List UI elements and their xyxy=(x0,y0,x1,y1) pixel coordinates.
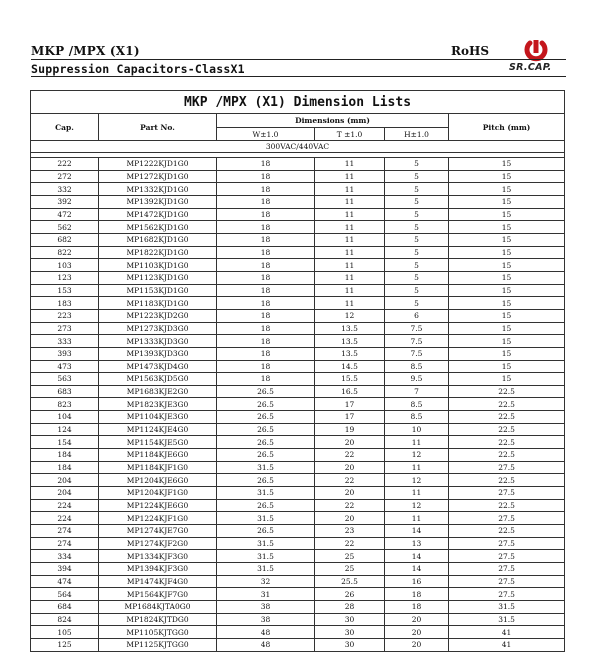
height-cell: 7.5 xyxy=(385,347,449,360)
thickness-cell: 25.5 xyxy=(315,575,385,588)
height-cell: 5 xyxy=(385,259,449,272)
pitch-cell: 15 xyxy=(449,373,565,386)
document-header xyxy=(0,0,600,90)
table-row xyxy=(31,360,565,373)
width-cell: 18 xyxy=(217,347,315,360)
width-cell: 18 xyxy=(217,183,315,196)
cap-cell: 272 xyxy=(31,170,99,183)
height-cell: 11 xyxy=(385,461,449,474)
cap-cell: 125 xyxy=(31,638,99,651)
cap-cell: 123 xyxy=(31,271,99,284)
pitch-cell: 15 xyxy=(449,170,565,183)
width-cell: 18 xyxy=(217,158,315,171)
pitch-cell: 15 xyxy=(449,284,565,297)
cap-cell: 105 xyxy=(31,626,99,639)
table-row xyxy=(31,423,565,436)
table-row xyxy=(31,461,565,474)
thickness-cell: 25 xyxy=(315,563,385,576)
thickness-cell: 26 xyxy=(315,588,385,601)
width-cell: 18 xyxy=(217,271,315,284)
height-cell: 5 xyxy=(385,221,449,234)
pitch-cell: 27.5 xyxy=(449,537,565,550)
cap-cell: 474 xyxy=(31,575,99,588)
width-cell: 31.5 xyxy=(217,487,315,500)
width-cell: 26.5 xyxy=(217,436,315,449)
part-no-cell: MP1564KJF7G0 xyxy=(99,588,217,601)
table-row xyxy=(31,373,565,386)
thickness-cell: 11 xyxy=(315,195,385,208)
height-cell: 7.5 xyxy=(385,335,449,348)
width-cell: 18 xyxy=(217,373,315,386)
cap-cell: 224 xyxy=(31,512,99,525)
height-cell: 12 xyxy=(385,474,449,487)
table-row xyxy=(31,449,565,462)
thickness-cell: 11 xyxy=(315,221,385,234)
part-no-cell: MP1334KJF3G0 xyxy=(99,550,217,563)
table-row xyxy=(31,487,565,500)
pitch-cell: 31.5 xyxy=(449,600,565,613)
header-w: W±1.0 xyxy=(217,128,315,141)
table-row xyxy=(31,322,565,335)
header-h: H±1.0 xyxy=(385,128,449,141)
height-cell: 18 xyxy=(385,588,449,601)
thickness-cell: 20 xyxy=(315,487,385,500)
cap-cell: 822 xyxy=(31,246,99,259)
height-cell: 11 xyxy=(385,487,449,500)
table-row xyxy=(31,626,565,639)
height-cell: 6 xyxy=(385,309,449,322)
thickness-cell: 30 xyxy=(315,626,385,639)
part-no-cell: MP1123KJD1G0 xyxy=(99,271,217,284)
divider xyxy=(31,59,566,60)
height-cell: 13 xyxy=(385,537,449,550)
part-no-cell: MP1224KJE6G0 xyxy=(99,499,217,512)
pitch-cell: 15 xyxy=(449,259,565,272)
thickness-cell: 22 xyxy=(315,499,385,512)
part-no-cell: MP1274KJE7G0 xyxy=(99,525,217,538)
cap-cell: 204 xyxy=(31,487,99,500)
height-cell: 5 xyxy=(385,297,449,310)
height-cell: 9.5 xyxy=(385,373,449,386)
part-no-cell: MP1184KJE6G0 xyxy=(99,449,217,462)
height-cell: 20 xyxy=(385,626,449,639)
cap-cell: 184 xyxy=(31,449,99,462)
pitch-cell: 22.5 xyxy=(449,449,565,462)
table-row xyxy=(31,284,565,297)
cap-cell: 334 xyxy=(31,550,99,563)
cap-cell: 684 xyxy=(31,600,99,613)
thickness-cell: 20 xyxy=(315,436,385,449)
cap-cell: 124 xyxy=(31,423,99,436)
pitch-cell: 15 xyxy=(449,208,565,221)
height-cell: 12 xyxy=(385,449,449,462)
pitch-cell: 15 xyxy=(449,360,565,373)
table-row xyxy=(31,398,565,411)
width-cell: 31.5 xyxy=(217,550,315,563)
thickness-cell: 13.5 xyxy=(315,335,385,348)
width-cell: 31 xyxy=(217,588,315,601)
pitch-cell: 22.5 xyxy=(449,474,565,487)
height-cell: 5 xyxy=(385,271,449,284)
thickness-cell: 28 xyxy=(315,600,385,613)
part-no-cell: MP1184KJF1G0 xyxy=(99,461,217,474)
cap-cell: 393 xyxy=(31,347,99,360)
cap-cell: 204 xyxy=(31,474,99,487)
part-no-cell: MP1103KJD1G0 xyxy=(99,259,217,272)
header-dimensions: Dimensions (mm) xyxy=(217,114,449,128)
thickness-cell: 22 xyxy=(315,537,385,550)
series-title: MKP /MPX (X1) xyxy=(31,44,140,58)
width-cell: 18 xyxy=(217,284,315,297)
width-cell: 48 xyxy=(217,626,315,639)
thickness-cell: 25 xyxy=(315,550,385,563)
thickness-cell: 23 xyxy=(315,525,385,538)
thickness-cell: 17 xyxy=(315,411,385,424)
width-cell: 26.5 xyxy=(217,385,315,398)
part-no-cell: MP1823KJE3G0 xyxy=(99,398,217,411)
pitch-cell: 31.5 xyxy=(449,613,565,626)
pitch-cell: 15 xyxy=(449,233,565,246)
part-no-cell: MP1394KJF3G0 xyxy=(99,563,217,576)
table-row xyxy=(31,474,565,487)
thickness-cell: 11 xyxy=(315,259,385,272)
table-row xyxy=(31,499,565,512)
pitch-cell: 41 xyxy=(449,626,565,639)
table-row xyxy=(31,208,565,221)
header-part-no: Part No. xyxy=(99,114,217,141)
cap-cell: 274 xyxy=(31,525,99,538)
table-row xyxy=(31,563,565,576)
pitch-cell: 27.5 xyxy=(449,588,565,601)
part-no-cell: MP1105KJTGG0 xyxy=(99,626,217,639)
cap-cell: 563 xyxy=(31,373,99,386)
thickness-cell: 15.5 xyxy=(315,373,385,386)
table-row xyxy=(31,588,565,601)
pitch-cell: 22.5 xyxy=(449,423,565,436)
table-row xyxy=(31,600,565,613)
height-cell: 8.5 xyxy=(385,411,449,424)
table-title: MKP /MPX (X1) Dimension Lists xyxy=(31,91,565,114)
width-cell: 26.5 xyxy=(217,499,315,512)
part-no-cell: MP1683KJE2G0 xyxy=(99,385,217,398)
cap-cell: 223 xyxy=(31,309,99,322)
cap-cell: 154 xyxy=(31,436,99,449)
pitch-cell: 15 xyxy=(449,335,565,348)
part-no-cell: MP1124KJE4G0 xyxy=(99,423,217,436)
cap-cell: 153 xyxy=(31,284,99,297)
part-no-cell: MP1563KJD5G0 xyxy=(99,373,217,386)
part-no-cell: MP1562KJD1G0 xyxy=(99,221,217,234)
part-no-cell: MP1125KJTGG0 xyxy=(99,638,217,651)
pitch-cell: 27.5 xyxy=(449,487,565,500)
cap-cell: 823 xyxy=(31,398,99,411)
part-no-cell: MP1333KJD3G0 xyxy=(99,335,217,348)
thickness-cell: 11 xyxy=(315,158,385,171)
part-no-cell: MP1474KJF4G0 xyxy=(99,575,217,588)
pitch-cell: 27.5 xyxy=(449,575,565,588)
thickness-cell: 11 xyxy=(315,271,385,284)
cap-cell: 222 xyxy=(31,158,99,171)
pitch-cell: 15 xyxy=(449,158,565,171)
width-cell: 18 xyxy=(217,259,315,272)
cap-cell: 682 xyxy=(31,233,99,246)
pitch-cell: 27.5 xyxy=(449,512,565,525)
pitch-cell: 15 xyxy=(449,195,565,208)
thickness-cell: 12 xyxy=(315,309,385,322)
width-cell: 18 xyxy=(217,335,315,348)
pitch-cell: 22.5 xyxy=(449,385,565,398)
thickness-cell: 11 xyxy=(315,170,385,183)
width-cell: 31.5 xyxy=(217,461,315,474)
height-cell: 5 xyxy=(385,284,449,297)
width-cell: 18 xyxy=(217,233,315,246)
thickness-cell: 11 xyxy=(315,284,385,297)
table-row xyxy=(31,246,565,259)
thickness-cell: 11 xyxy=(315,297,385,310)
width-cell: 26.5 xyxy=(217,449,315,462)
height-cell: 7.5 xyxy=(385,322,449,335)
table-row xyxy=(31,347,565,360)
part-no-cell: MP1824KJTDG0 xyxy=(99,613,217,626)
width-cell: 18 xyxy=(217,221,315,234)
part-no-cell: MP1472KJD1G0 xyxy=(99,208,217,221)
table-row xyxy=(31,183,565,196)
table-row xyxy=(31,436,565,449)
table-row xyxy=(31,297,565,310)
width-cell: 18 xyxy=(217,195,315,208)
logo-wordmark: SR.CAP. xyxy=(509,62,552,73)
thickness-cell: 22 xyxy=(315,474,385,487)
part-no-cell: MP1273KJD3G0 xyxy=(99,322,217,335)
cap-cell: 473 xyxy=(31,360,99,373)
height-cell: 7 xyxy=(385,385,449,398)
width-cell: 18 xyxy=(217,360,315,373)
divider xyxy=(31,76,566,77)
table-row xyxy=(31,385,565,398)
pitch-cell: 22.5 xyxy=(449,398,565,411)
table-row xyxy=(31,525,565,538)
thickness-cell: 13.5 xyxy=(315,347,385,360)
table-row xyxy=(31,221,565,234)
width-cell: 26.5 xyxy=(217,423,315,436)
cap-cell: 332 xyxy=(31,183,99,196)
pitch-cell: 22.5 xyxy=(449,525,565,538)
part-no-cell: MP1332KJD1G0 xyxy=(99,183,217,196)
part-no-cell: MP1222KJD1G0 xyxy=(99,158,217,171)
thickness-cell: 20 xyxy=(315,512,385,525)
table-row xyxy=(31,158,565,171)
cap-cell: 562 xyxy=(31,221,99,234)
table-row xyxy=(31,411,565,424)
thickness-cell: 22 xyxy=(315,449,385,462)
thickness-cell: 30 xyxy=(315,638,385,651)
pitch-cell: 15 xyxy=(449,322,565,335)
table-row xyxy=(31,512,565,525)
table-row xyxy=(31,335,565,348)
part-no-cell: MP1204KJF1G0 xyxy=(99,487,217,500)
height-cell: 5 xyxy=(385,158,449,171)
cap-cell: 392 xyxy=(31,195,99,208)
part-no-cell: MP1393KJD3G0 xyxy=(99,347,217,360)
cap-cell: 184 xyxy=(31,461,99,474)
height-cell: 5 xyxy=(385,233,449,246)
thickness-cell: 11 xyxy=(315,183,385,196)
cap-cell: 224 xyxy=(31,499,99,512)
pitch-cell: 15 xyxy=(449,221,565,234)
height-cell: 10 xyxy=(385,423,449,436)
height-cell: 14 xyxy=(385,550,449,563)
height-cell: 5 xyxy=(385,170,449,183)
table-row xyxy=(31,233,565,246)
width-cell: 26.5 xyxy=(217,398,315,411)
table-row xyxy=(31,550,565,563)
cap-cell: 564 xyxy=(31,588,99,601)
height-cell: 14 xyxy=(385,525,449,538)
rohs-label: RoHS xyxy=(451,44,489,58)
pitch-cell: 15 xyxy=(449,183,565,196)
part-no-cell: MP1224KJF1G0 xyxy=(99,512,217,525)
pitch-cell: 27.5 xyxy=(449,550,565,563)
part-no-cell: MP1822KJD1G0 xyxy=(99,246,217,259)
height-cell: 20 xyxy=(385,638,449,651)
part-no-cell: MP1104KJE3G0 xyxy=(99,411,217,424)
table-row xyxy=(31,271,565,284)
part-no-cell: MP1204KJE6G0 xyxy=(99,474,217,487)
cap-cell: 824 xyxy=(31,613,99,626)
table-row xyxy=(31,195,565,208)
cap-cell: 472 xyxy=(31,208,99,221)
part-no-cell: MP1154KJE5G0 xyxy=(99,436,217,449)
width-cell: 18 xyxy=(217,246,315,259)
height-cell: 18 xyxy=(385,600,449,613)
part-no-cell: MP1183KJD1G0 xyxy=(99,297,217,310)
height-cell: 8.5 xyxy=(385,398,449,411)
cap-cell: 104 xyxy=(31,411,99,424)
table-row xyxy=(31,537,565,550)
cap-cell: 274 xyxy=(31,537,99,550)
part-no-cell: MP1473KJD4G0 xyxy=(99,360,217,373)
cap-cell: 394 xyxy=(31,563,99,576)
thickness-cell: 19 xyxy=(315,423,385,436)
table-row xyxy=(31,259,565,272)
table-row xyxy=(31,309,565,322)
pitch-cell: 27.5 xyxy=(449,563,565,576)
table-row xyxy=(31,613,565,626)
width-cell: 38 xyxy=(217,613,315,626)
height-cell: 5 xyxy=(385,246,449,259)
part-no-cell: MP1682KJD1G0 xyxy=(99,233,217,246)
width-cell: 26.5 xyxy=(217,525,315,538)
height-cell: 12 xyxy=(385,499,449,512)
width-cell: 31.5 xyxy=(217,512,315,525)
thickness-cell: 17 xyxy=(315,398,385,411)
height-cell: 20 xyxy=(385,613,449,626)
pitch-cell: 22.5 xyxy=(449,411,565,424)
pitch-cell: 41 xyxy=(449,638,565,651)
document-subtitle: Suppression Capacitors-ClassX1 xyxy=(31,62,245,76)
table-row xyxy=(31,575,565,588)
width-cell: 18 xyxy=(217,297,315,310)
pitch-cell: 15 xyxy=(449,271,565,284)
width-cell: 26.5 xyxy=(217,474,315,487)
cap-cell: 683 xyxy=(31,385,99,398)
dimension-table xyxy=(30,90,565,652)
part-no-cell: MP1684KJTA0G0 xyxy=(99,600,217,613)
cap-cell: 183 xyxy=(31,297,99,310)
width-cell: 26.5 xyxy=(217,411,315,424)
part-no-cell: MP1272KJD1G0 xyxy=(99,170,217,183)
height-cell: 11 xyxy=(385,512,449,525)
pitch-cell: 15 xyxy=(449,297,565,310)
height-cell: 14 xyxy=(385,563,449,576)
part-no-cell: MP1274KJF2G0 xyxy=(99,537,217,550)
cap-cell: 273 xyxy=(31,322,99,335)
part-no-cell: MP1223KJD2G0 xyxy=(99,309,217,322)
width-cell: 32 xyxy=(217,575,315,588)
width-cell: 31.5 xyxy=(217,537,315,550)
pitch-cell: 15 xyxy=(449,246,565,259)
pitch-cell: 22.5 xyxy=(449,436,565,449)
pitch-cell: 15 xyxy=(449,309,565,322)
part-no-cell: MP1153KJD1G0 xyxy=(99,284,217,297)
height-cell: 16 xyxy=(385,575,449,588)
header-t: T ±1.0 xyxy=(315,128,385,141)
height-cell: 11 xyxy=(385,436,449,449)
width-cell: 18 xyxy=(217,322,315,335)
voltage-label: 300VAC/440VAC xyxy=(31,141,565,153)
thickness-cell: 20 xyxy=(315,461,385,474)
width-cell: 18 xyxy=(217,309,315,322)
cap-cell: 333 xyxy=(31,335,99,348)
width-cell: 31.5 xyxy=(217,563,315,576)
thickness-cell: 30 xyxy=(315,613,385,626)
width-cell: 38 xyxy=(217,600,315,613)
thickness-cell: 13.5 xyxy=(315,322,385,335)
height-cell: 5 xyxy=(385,183,449,196)
pitch-cell: 15 xyxy=(449,347,565,360)
thickness-cell: 11 xyxy=(315,233,385,246)
header-pitch: Pitch (mm) xyxy=(449,114,565,141)
cap-cell: 103 xyxy=(31,259,99,272)
height-cell: 5 xyxy=(385,208,449,221)
pitch-cell: 22.5 xyxy=(449,499,565,512)
table-row xyxy=(31,170,565,183)
part-no-cell: MP1392KJD1G0 xyxy=(99,195,217,208)
width-cell: 48 xyxy=(217,638,315,651)
pitch-cell: 27.5 xyxy=(449,461,565,474)
thickness-cell: 16.5 xyxy=(315,385,385,398)
width-cell: 18 xyxy=(217,208,315,221)
height-cell: 8.5 xyxy=(385,360,449,373)
thickness-cell: 11 xyxy=(315,208,385,221)
header-cap: Cap. xyxy=(31,114,99,141)
height-cell: 5 xyxy=(385,195,449,208)
thickness-cell: 11 xyxy=(315,246,385,259)
width-cell: 18 xyxy=(217,170,315,183)
thickness-cell: 14.5 xyxy=(315,360,385,373)
